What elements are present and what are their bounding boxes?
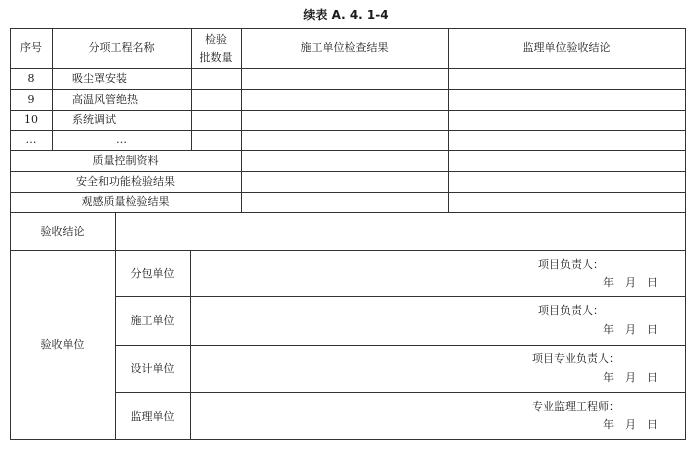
unit-name-supervision: 监理单位 [130,410,175,423]
summary-appearance-quality: 观感质量检验结果 [81,195,170,208]
row-divider [115,296,685,297]
unit-date-supervision: 年 月 日 [603,418,658,431]
unit-signer-construction: 项目负责人： [538,304,604,317]
row-item-name: 系统调试 [72,113,116,126]
row-divider [10,192,685,193]
header-batch-line2: 批数量 [199,51,233,64]
unit-signer-design: 项目专业负责人： [532,352,620,365]
row-divider [115,392,685,393]
unit-date-subcontractor: 年 月 日 [603,276,658,289]
summary-safety-function: 安全和功能检验结果 [76,175,175,188]
header-seq: 序号 [20,41,42,54]
row-divider [10,110,685,111]
table-border-right [685,28,686,440]
table-border-top [10,28,685,29]
acceptance-unit-label: 验收单位 [40,338,85,351]
unit-date-design: 年 月 日 [603,371,658,384]
summary-quality-control: 质量控制资料 [92,154,159,167]
header-batch-line1: 检验 [205,33,227,46]
col-divider [191,28,192,150]
row-divider [10,150,685,151]
row-divider [10,212,685,213]
header-item-name: 分项工程名称 [88,41,155,54]
unit-signer-supervision: 专业监理工程师： [532,400,620,413]
row-item-name: … [116,133,127,146]
col-divider [448,28,449,212]
row-seq: 9 [27,93,35,106]
header-construction-result: 施工单位检查结果 [300,41,389,54]
row-divider [10,89,685,90]
col-divider [241,28,242,212]
unit-date-construction: 年 月 日 [603,323,658,336]
row-item-name: 吸尘罩安装 [72,72,127,85]
unit-name-subcontractor: 分包单位 [130,267,175,280]
row-seq: … [25,133,37,146]
header-supervision-conclusion: 监理单位验收结论 [522,41,611,54]
acceptance-conclusion-label: 验收结论 [40,225,85,238]
col-divider [190,250,191,440]
unit-name-design: 设计单位 [130,362,175,375]
row-item-name: 高温风管绝热 [72,93,138,106]
row-divider [10,130,685,131]
row-divider [115,345,685,346]
unit-name-construction: 施工单位 [130,314,175,327]
row-seq: 10 [24,113,38,126]
row-divider [10,68,685,69]
unit-signer-subcontractor: 项目负责人： [538,258,604,271]
row-divider [10,171,685,172]
row-seq: 8 [27,72,35,85]
table-title: 续表 A. 4. 1-4 [303,8,389,22]
table-border-bottom [10,439,685,440]
row-divider [10,250,685,251]
